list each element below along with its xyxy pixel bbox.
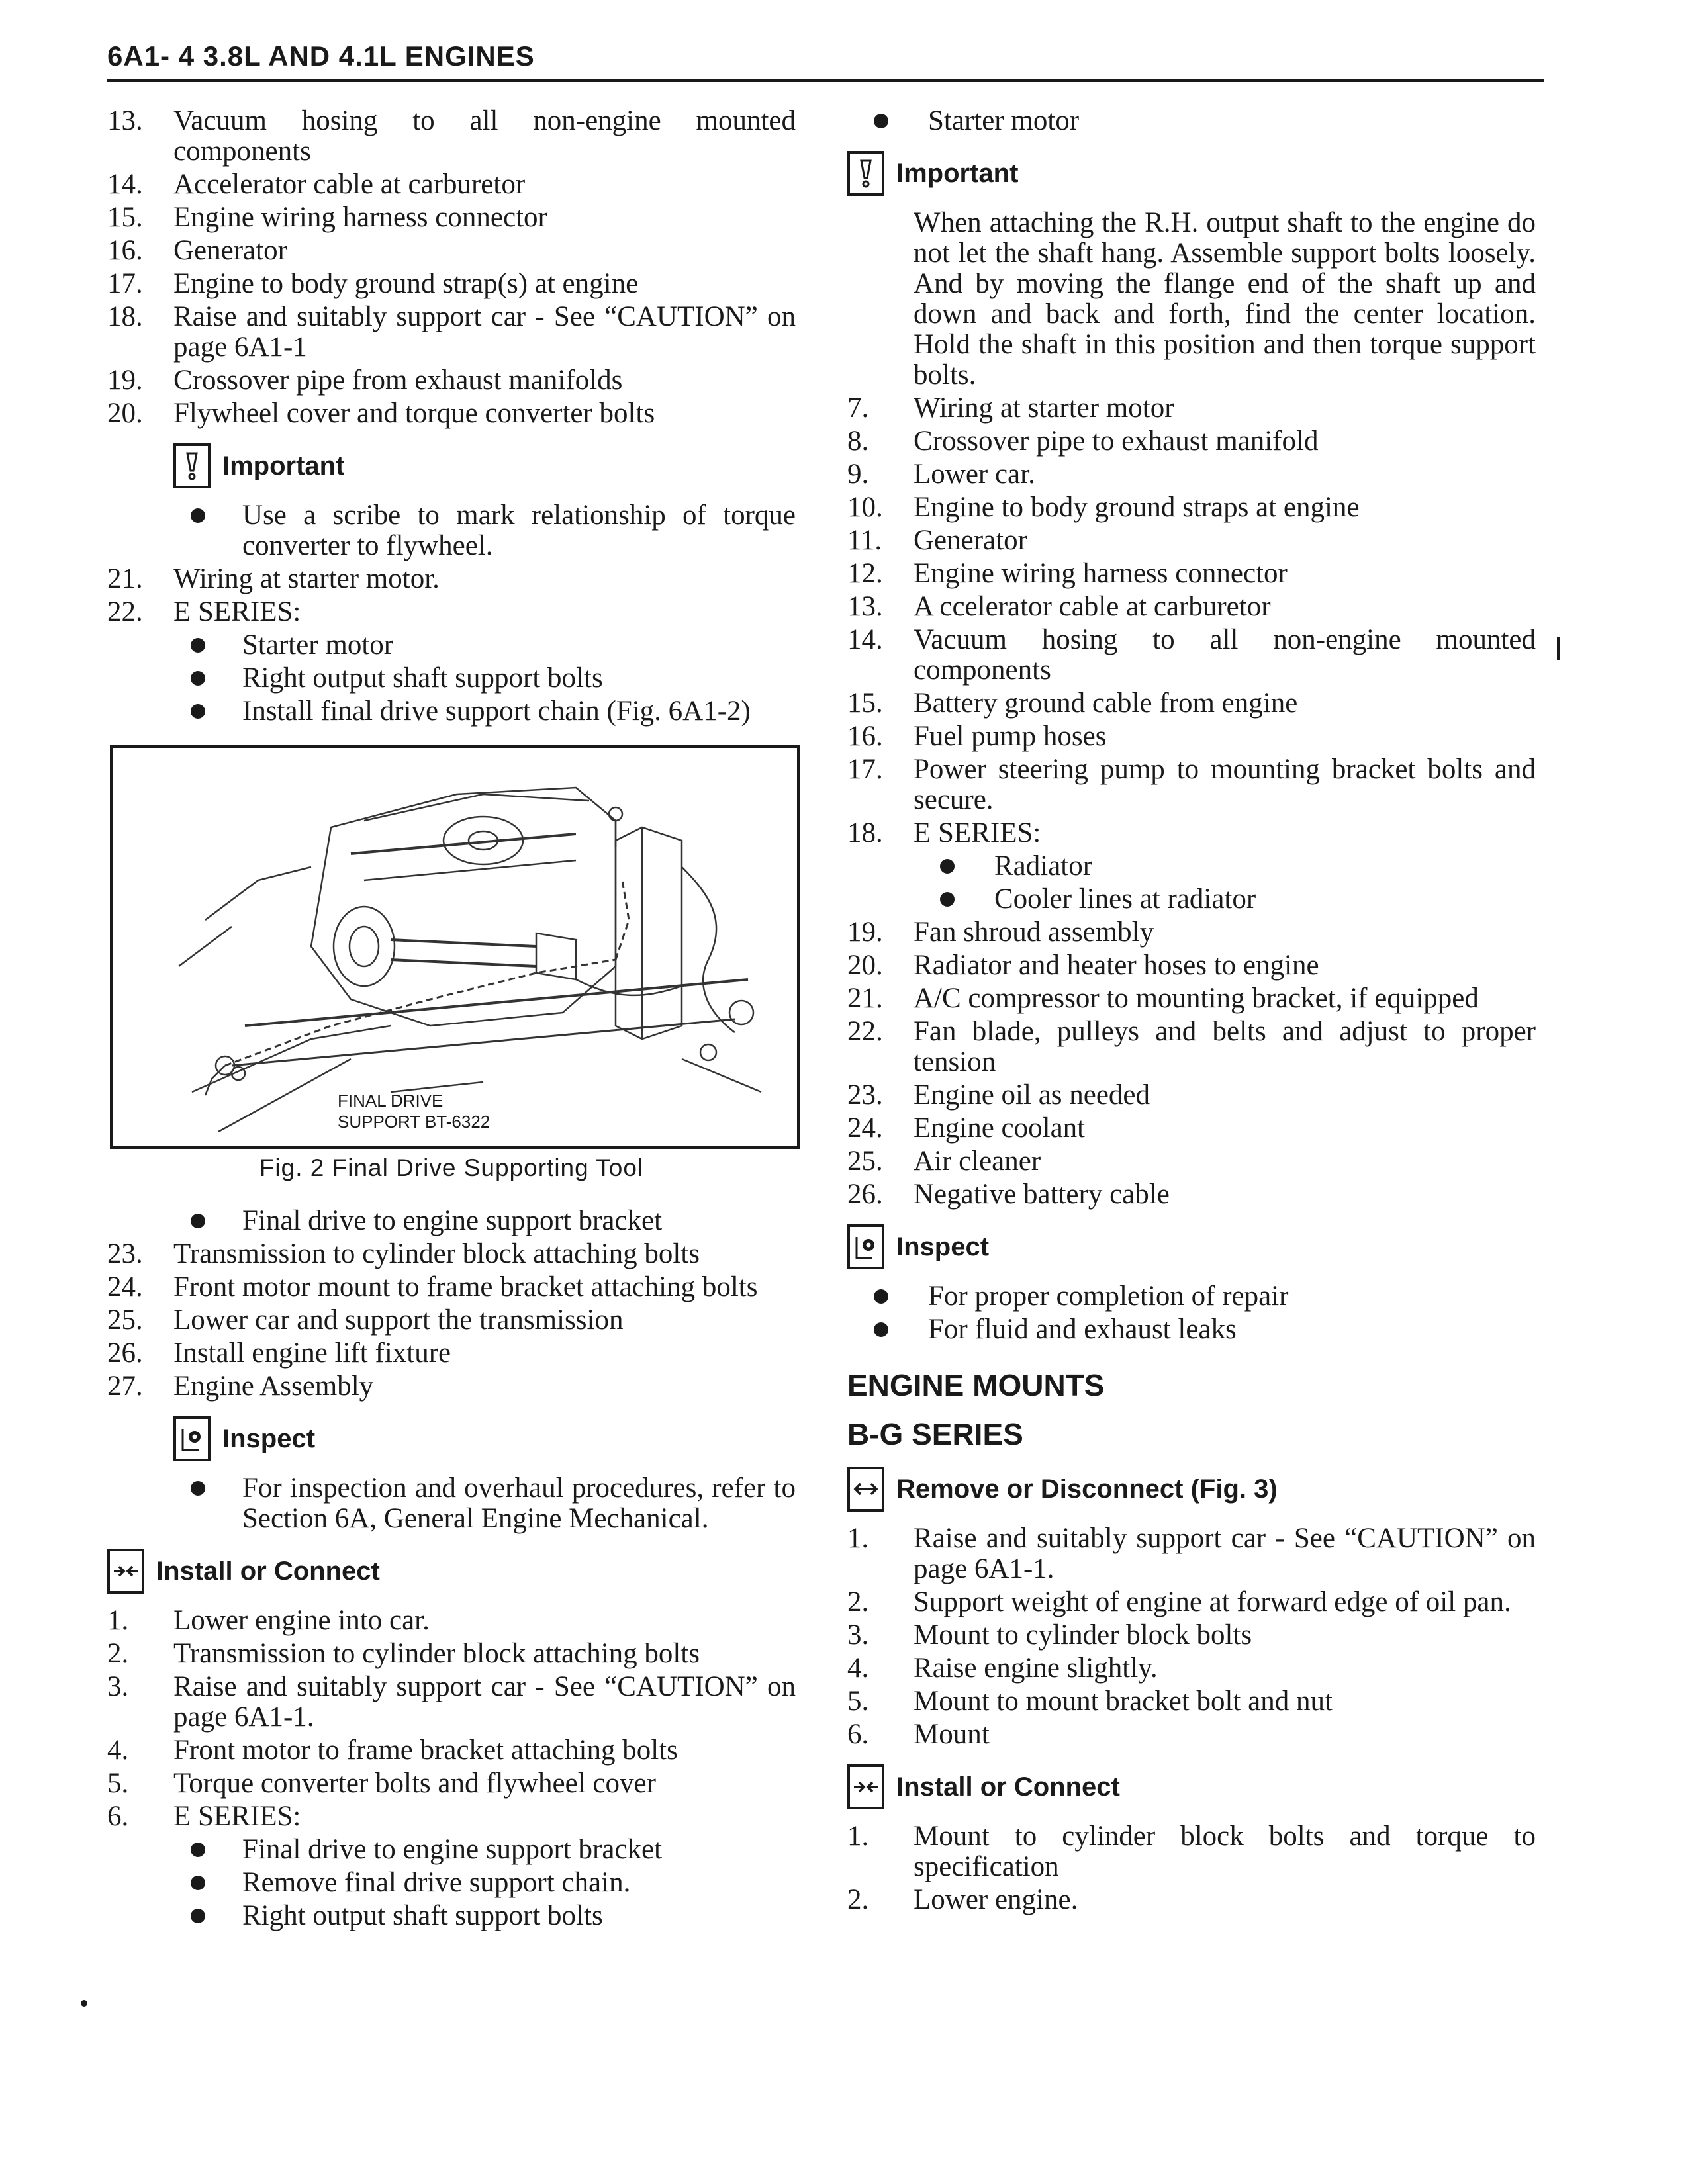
bullet-icon [191,638,205,653]
important-note: When attaching the R.H. output shaft to the engine do not let the shaft hang. Assemble support bolts loosely. And by moving the flange end of the shaft up and down and back and forth, find the center location. Hold the shaft in this position and then torque support bolts. [914,207,1536,390]
inspect-label: Inspect [222,1424,316,1453]
bullet-icon [191,671,205,686]
list-item: 19. Crossover pipe from exhaust manifolds [107,365,623,396]
list-item: 2. Transmission to cylinder block attaching bolts [107,1638,700,1669]
bullet-icon [191,1843,205,1857]
bullet-icon [940,859,955,874]
list-item: 23. Transmission to cylinder block attaching bolts [107,1238,700,1269]
figure-caption: Fig. 2 Final Drive Supporting Tool [259,1154,644,1181]
list-item: 2. Lower engine. [847,1884,1078,1915]
list-item: 5. Mount to mount bracket bolt and nut [847,1686,1333,1717]
bullet-icon [191,1214,205,1228]
list-item: 15. Engine wiring harness connector [107,202,547,233]
inspect-callout [173,1416,796,1461]
figure-label-line2: SUPPORT BT-6322 [338,1112,491,1132]
list-item: 4. Front motor to frame bracket attaching bolts [107,1735,678,1766]
list-item: 1. Mount to cylinder block bolts and torque to specification [847,1821,1536,1882]
bullet-item: Use a scribe to mark relationship of torque converter to flywheel. [107,500,796,561]
right-column [847,106,1536,1918]
list-item: 22. E SERIES: [107,596,301,627]
section-heading: ENGINE MOUNTS [847,1368,1105,1402]
list-item: 26. Negative battery cable [847,1179,1170,1210]
list-item: 1. Raise and suitably support car - See “CAUTION” on page 6A1-1. [847,1523,1536,1584]
bullet-icon [874,114,888,128]
remove-icon [847,1467,884,1512]
bullet-item: Starter motor [107,630,796,660]
bullet-item: Final drive to engine support bracket [107,1835,796,1865]
important-label: Important [222,451,345,480]
figure-final-drive-support [110,745,800,1149]
bullet-item: Right output shaft support bolts [107,663,796,694]
install-label: Install or Connect [896,1772,1120,1801]
scan-mark [1557,637,1560,660]
list-item: 17. Power steering pump to mounting bracket bolts and secure. [847,754,1536,815]
list-item: 1. Lower engine into car. [107,1605,430,1636]
list-item: 25. Air cleaner [847,1146,1041,1177]
list-item: 20. Radiator and heater hoses to engine [847,950,1319,981]
important-label: Important [896,158,1019,188]
bullet-item: Right output shaft support bolts [107,1901,796,1931]
list-item: 19. Fan shroud assembly [847,917,1154,948]
removal-steps-13-20 [107,106,796,429]
list-item: 2. Support weight of engine at forward edge of oil pan. [847,1586,1511,1617]
list-item: 14. Accelerator cable at carburetor [107,169,526,200]
list-item: 3. Raise and suitably support car - See “CAUTION” on page 6A1-1. [107,1671,796,1733]
bullet-item: Radiator [847,851,1536,882]
list-item: 12. Engine wiring harness connector [847,558,1288,589]
remove-label: Remove or Disconnect (Fig. 3) [896,1474,1278,1504]
list-item: 3. Mount to cylinder block bolts [847,1619,1252,1651]
inspect-label: Inspect [896,1232,990,1261]
important-icon [847,151,884,196]
list-item: 10. Engine to body ground straps at engine [847,492,1360,523]
list-item: 6. E SERIES: [107,1801,301,1832]
install-icon [107,1549,144,1594]
bullet-icon [874,1322,888,1337]
engine-illustration [113,748,797,1146]
list-item: 18. Raise and suitably support car - See “CAUTION” on page 6A1-1 [107,301,796,363]
list-item: 5. Torque converter bolts and flywheel cover [107,1768,656,1799]
bullet-icon [874,1289,888,1304]
inspect-callout [847,1224,1536,1269]
list-item: 15. Battery ground cable from engine [847,688,1298,719]
bullet-icon [191,1876,205,1890]
bullet-item: Remove final drive support chain. [107,1868,796,1898]
list-item: 13. A ccelerator cable at carburetor [847,591,1271,622]
list-item: 13. Vacuum hosing to all non-engine mounted components [107,105,796,167]
bullet-icon [191,508,205,523]
subsection-heading: B-G SERIES [847,1417,1023,1451]
list-item: 24. Front motor mount to frame bracket attaching bolts [107,1271,758,1302]
list-item: 21. A/C compressor to mounting bracket, if equipped [847,983,1479,1014]
list-item: 23. Engine oil as needed [847,1079,1150,1111]
list-item: 11. Generator [847,525,1027,556]
list-item: 6. Mount [847,1719,990,1750]
scan-speck [81,2000,87,2007]
remove-callout [847,1467,1536,1512]
left-column [107,106,796,1934]
bullet-item: Install final drive support chain (Fig. 6A1-2) [107,696,796,727]
important-icon [173,443,211,488]
list-item: 26. Install engine lift fixture [107,1338,451,1369]
inspect-icon [847,1224,884,1269]
list-item: 4. Raise engine slightly. [847,1653,1158,1684]
list-item: 16. Generator [107,235,287,266]
install-callout [107,1549,796,1594]
page-header [107,40,1544,82]
bullet-item: Final drive to engine support bracket [107,1206,796,1236]
install-icon [847,1764,884,1809]
list-item: 16. Fuel pump hoses [847,721,1107,752]
figure-label-line1: FINAL DRIVE [338,1091,444,1111]
bullet-item: For fluid and exhaust leaks [847,1314,1536,1345]
install-callout [847,1764,1536,1809]
list-item: 8. Crossover pipe to exhaust manifold [847,426,1319,457]
inspect-icon [173,1416,211,1461]
bullet-icon [940,892,955,907]
list-item: 20. Flywheel cover and torque converter bolts [107,398,655,429]
page-title: 6A1- 4 3.8L AND 4.1L ENGINES [107,40,535,71]
bullet-item: Cooler lines at radiator [847,884,1536,915]
list-item: 18. E SERIES: [847,817,1041,848]
list-item: 17. Engine to body ground strap(s) at engine [107,268,639,299]
important-callout [173,443,796,488]
important-callout [847,151,1536,196]
list-item: 24. Engine coolant [847,1113,1086,1144]
list-item: 21. Wiring at starter motor. [107,563,440,594]
bullet-icon [191,1909,205,1923]
list-item: 25. Lower car and support the transmission [107,1304,624,1336]
bullet-icon [191,704,205,719]
bullet-item: Starter motor [847,106,1536,136]
bullet-item: For proper completion of repair [847,1281,1536,1312]
list-item: 7. Wiring at starter motor [847,392,1174,424]
install-label: Install or Connect [156,1556,380,1586]
bullet-icon [191,1481,205,1496]
bullet-item: For inspection and overhaul procedures, refer to Section 6A, General Engine Mechanical. [107,1473,796,1534]
list-item: 22. Fan blade, pulleys and belts and adjust to proper tension [847,1016,1536,1077]
list-item: 9. Lower car. [847,459,1035,490]
list-item: 14. Vacuum hosing to all non-engine mounted components [847,624,1536,686]
list-item: 27. Engine Assembly [107,1371,374,1402]
